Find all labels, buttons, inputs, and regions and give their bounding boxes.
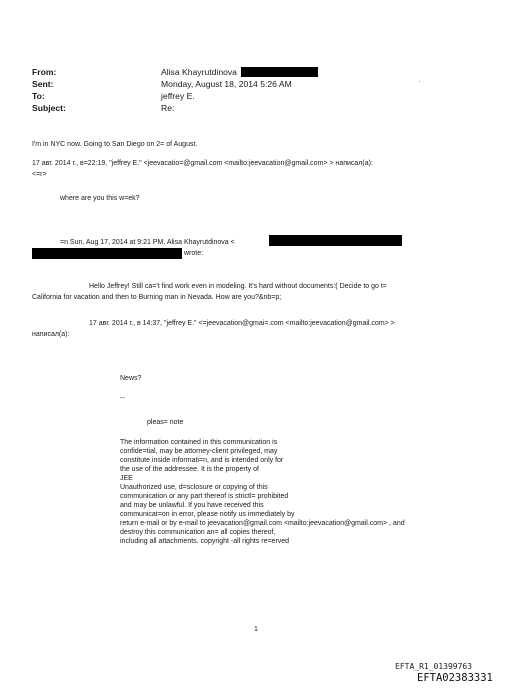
from-label: From:: [32, 67, 57, 77]
bates-number-2: EFTA02383331: [417, 672, 493, 684]
please-note: pleas= note: [147, 419, 184, 426]
quote2-header: =n Sun, Aug 17, 2014 at 9:21 PM, Alisa Khayrutdinova <: [60, 239, 235, 246]
message-line-1: Hello Jeffrey! Still ca='t find work even in modeling. It's hard without documents:( Decide to go t=: [89, 283, 387, 290]
redaction-block: [269, 235, 402, 246]
from-value: Alisa Khayrutdinova: [161, 67, 237, 77]
sent-value: Monday, August 18, 2014 5:26 AM: [161, 79, 292, 89]
disclaimer-line: communicat=on in error, please notify us immediately by: [120, 511, 295, 518]
question-line: where are you this w=ek?: [60, 195, 140, 202]
body-line-1: I'm in NYC now. Going to San Diego on 2= of August.: [32, 141, 198, 148]
quote3-wrote: написал(а):: [32, 331, 70, 338]
disclaimer-line: and may be unlawful. If you have received this: [120, 502, 264, 509]
subject-label: Subject:: [32, 103, 66, 113]
disclaimer-line: confide=tial, may be attorney-client privileged, may: [120, 448, 278, 455]
signature-dashes: --: [120, 395, 125, 402]
disclaimer-line: communication or any part thereof is strictl= prohibited: [120, 493, 289, 500]
disclaimer-line: including all attachments. copyright -all rights re=erved: [120, 538, 290, 545]
disclaimer-line: The information contained in this communication is: [120, 439, 278, 446]
message-line-2: California for vacation and then to Burning man in Nevada. How are you?&nb=p;: [32, 294, 282, 301]
quote1-br: <=r>: [32, 171, 47, 178]
subject-value: Re:: [161, 103, 175, 113]
quote2-wrote: wrote:: [184, 250, 204, 257]
scan-mark: ·: [418, 76, 421, 86]
to-value: jeffrey E.: [161, 91, 195, 101]
news-line: News?: [120, 375, 142, 382]
sent-label: Sent:: [32, 79, 54, 89]
quote3-header: 17 авг. 2014 г., в 14:37, "jeffrey E." <=jeevacation@gmai=.com <mailto:jeevacation@gmail.com> >: [89, 320, 395, 327]
bates-number-1: EFTA_R1_01399763: [395, 662, 473, 671]
to-label: To:: [32, 91, 45, 101]
disclaimer-line: JEE: [120, 475, 133, 482]
disclaimer-line: the use of the addressee. It is the property of: [120, 466, 259, 473]
disclaimer-line: return e-mail or by e-mail to jeevacation@gmail.com <mailto:jeevacation@gmail.com> , and: [120, 520, 405, 527]
redaction-block: [32, 248, 182, 259]
disclaimer-line: Unauthorized use, d=sclosure or copying of this: [120, 484, 268, 491]
disclaimer-line: destroy this communication an= all copies thereof,: [120, 529, 276, 536]
disclaimer-line: constitute inside informati=n, and is intended only for: [120, 457, 284, 464]
page-number: 1: [254, 626, 258, 633]
redaction-block: [241, 67, 318, 77]
quote1-header: 17 авг. 2014 г., в=22:19, "jeffrey E." <jeevacatio=@gmail.com <mailto:jeevacation@gmail.com> > написал(а):: [32, 160, 373, 167]
disclaimer-block: [120, 438, 405, 546]
